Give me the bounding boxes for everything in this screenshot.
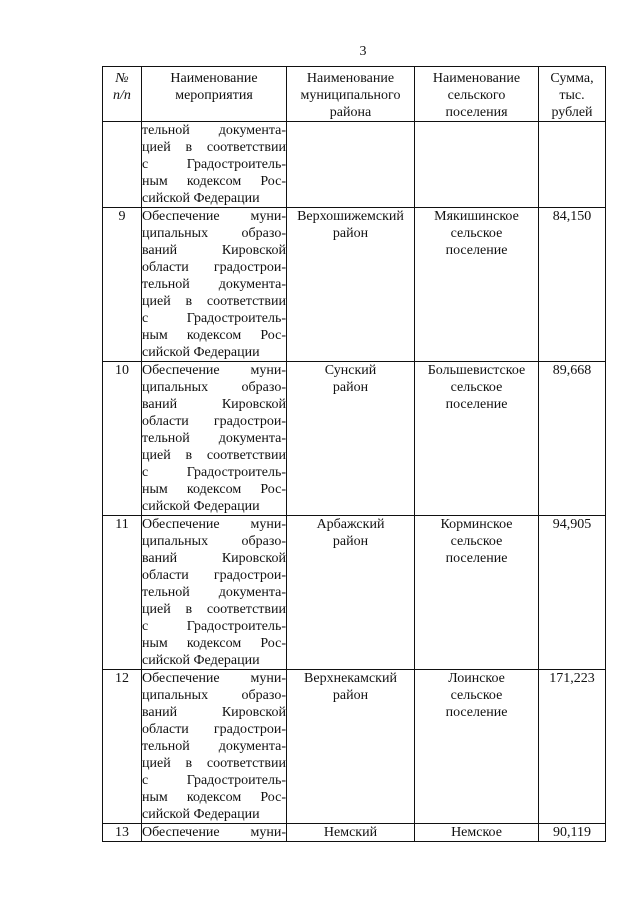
cell-event <box>142 516 287 670</box>
event-line: цией в соответствии <box>142 756 286 771</box>
cell-settlement: Лоинское сельское поселение <box>415 670 539 824</box>
event-line: ципальных образо- <box>142 380 286 395</box>
cell-sum: 171,223 <box>539 670 606 824</box>
event-line: Обеспечение муни- <box>142 209 286 224</box>
cell-sum: 89,668 <box>539 362 606 516</box>
header-sum: Сумма, тыс. рублей <box>539 67 606 122</box>
event-line: тельной документа- <box>142 739 286 754</box>
event-line: с Градостроитель- <box>142 619 286 634</box>
cell-district: Немский <box>287 824 415 842</box>
event-line: ципальных образо- <box>142 226 286 241</box>
event-line: ным кодексом Рос- <box>142 790 286 805</box>
event-line: области градострои- <box>142 414 286 429</box>
cell-district: Арбажский район <box>287 516 415 670</box>
table-row <box>103 122 606 208</box>
cell-district: Сунский район <box>287 362 415 516</box>
cell-event <box>142 208 287 362</box>
event-line: с Градостроитель- <box>142 465 286 480</box>
cell-district: Верхнекамский район <box>287 670 415 824</box>
event-line: сийской Федерации <box>142 653 260 668</box>
event-line: области градострои- <box>142 260 286 275</box>
event-line: с Градостроитель- <box>142 311 286 326</box>
event-line: цией в соответствии <box>142 602 286 617</box>
cell-sum: 84,150 <box>539 208 606 362</box>
event-line: ваний Кировской <box>142 397 286 412</box>
cell-sum: 90,119 <box>539 824 606 842</box>
event-line: Обеспечение муни- <box>142 825 286 840</box>
event-line: цией в соответствии <box>142 140 286 155</box>
event-line: сийской Федерации <box>142 191 260 206</box>
event-line: ваний Кировской <box>142 551 286 566</box>
event-line: ваний Кировской <box>142 705 286 720</box>
cell-settlement: Корминское сельское поселение <box>415 516 539 670</box>
event-line: с Градостроитель- <box>142 157 286 172</box>
event-line: тельной документа- <box>142 123 286 138</box>
header-district: Наименование муниципального района <box>287 67 415 122</box>
page-number: 3 <box>359 44 367 59</box>
cell-district: Верхошижемский район <box>287 208 415 362</box>
event-line: цией в соответствии <box>142 294 286 309</box>
cell-num: 12 <box>103 670 142 824</box>
event-line: ципальных образо- <box>142 534 286 549</box>
table-body <box>103 122 606 842</box>
event-line: ным кодексом Рос- <box>142 174 286 189</box>
event-line: тельной документа- <box>142 277 286 292</box>
cell-settlement <box>415 122 539 208</box>
cell-settlement: Большевистское сельское поселение <box>415 362 539 516</box>
event-line: с Градостроитель- <box>142 773 286 788</box>
event-line: Обеспечение муни- <box>142 671 286 686</box>
cell-event <box>142 122 287 208</box>
table-row <box>103 670 606 824</box>
event-line: сийской Федерации <box>142 499 260 514</box>
event-line: ным кодексом Рос- <box>142 328 286 343</box>
event-line: области градострои- <box>142 568 286 583</box>
event-line: сийской Федерации <box>142 807 260 822</box>
cell-event <box>142 670 287 824</box>
cell-event <box>142 824 287 842</box>
event-line: Обеспечение муни- <box>142 517 286 532</box>
cell-district <box>287 122 415 208</box>
cell-num: 10 <box>103 362 142 516</box>
allocation-table <box>102 66 606 842</box>
event-line: тельной документа- <box>142 585 286 600</box>
table-header-row <box>103 67 606 122</box>
header-event: Наименование мероприятия <box>142 67 287 122</box>
header-num: № п/п <box>103 67 142 122</box>
event-line: Обеспечение муни- <box>142 363 286 378</box>
cell-settlement: Немское <box>415 824 539 842</box>
event-line: области градострои- <box>142 722 286 737</box>
event-line: ным кодексом Рос- <box>142 636 286 651</box>
table-row <box>103 208 606 362</box>
cell-num <box>103 122 142 208</box>
event-line: тельной документа- <box>142 431 286 446</box>
cell-settlement: Мякишинское сельское поселение <box>415 208 539 362</box>
table-row <box>103 362 606 516</box>
cell-num: 11 <box>103 516 142 670</box>
event-line: цией в соответствии <box>142 448 286 463</box>
cell-event <box>142 362 287 516</box>
event-line: ваний Кировской <box>142 243 286 258</box>
cell-num: 13 <box>103 824 142 842</box>
event-line: ципальных образо- <box>142 688 286 703</box>
table-row <box>103 824 606 842</box>
cell-num: 9 <box>103 208 142 362</box>
header-settlement: Наименование сельского поселения <box>415 67 539 122</box>
event-line: сийской Федерации <box>142 345 260 360</box>
event-line: ным кодексом Рос- <box>142 482 286 497</box>
cell-sum: 94,905 <box>539 516 606 670</box>
table-row <box>103 516 606 670</box>
cell-sum <box>539 122 606 208</box>
